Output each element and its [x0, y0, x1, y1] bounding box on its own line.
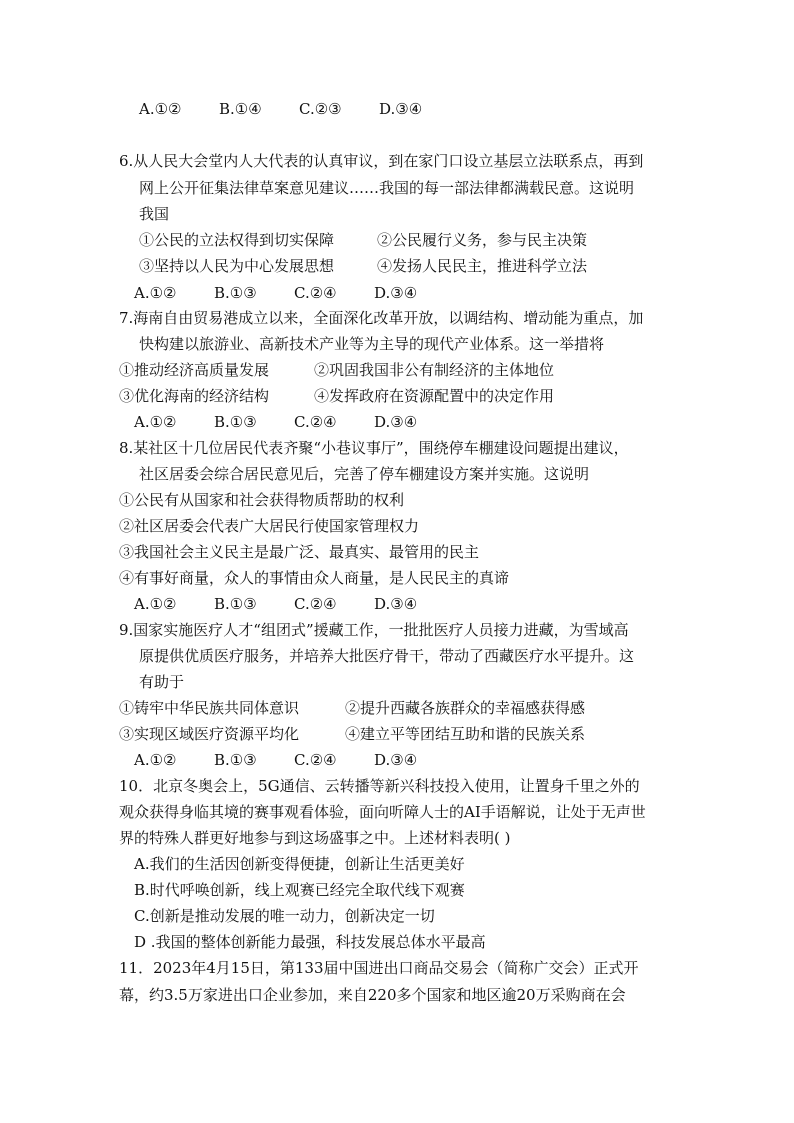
q7-stem-line-2: 快构建以旅游业、高新技术产业等为主导的现代产业体系。这一举措将	[139, 335, 605, 353]
q6-item-4: ④发扬人民民主，推进科学立法	[377, 257, 588, 275]
q6-item-3: ③坚持以人民为中心发展思想	[139, 257, 335, 275]
option-d: D.③④	[379, 100, 423, 118]
q9-item-1: ①铸牢中华民族共同体意识	[119, 699, 300, 717]
q9-item-4: ④建立平等团结互助和谐的民族关系	[345, 725, 586, 743]
option-a: A.①②	[139, 100, 182, 118]
q8-item-1: ①公民有从国家和社会获得物质帮助的权利	[119, 491, 405, 509]
q6-stem-line-2: 网上公开征集法律草案意见建议……我国的每一部法律都满载民意。这说明	[139, 179, 635, 197]
option-d: D.③④	[374, 595, 418, 613]
q9-stem-line-3: 有助于	[139, 673, 185, 691]
q7-item-2: ②巩固我国非公有制经济的主体地位	[314, 361, 555, 379]
q9-item-3: ③实现区域医疗资源平均化	[119, 725, 300, 743]
option-b: B.①③	[214, 751, 257, 769]
q11-stem-line-1: 11．2023年4月15日，第133届中国进出口商品交易会（简称广交会）正式开	[119, 959, 639, 977]
option-b: B.①③	[214, 284, 257, 302]
option-d: D.③④	[374, 284, 418, 302]
option-a: A.①②	[134, 595, 177, 613]
q7-item-1: ①推动经济高质量发展	[119, 361, 270, 379]
option-b: B.①③	[214, 413, 257, 431]
option-c: C.②④	[294, 413, 337, 431]
q6-options	[134, 283, 417, 303]
q8-item-3: ③我国社会主义民主是最广泛、最真实、最管用的民主	[119, 543, 480, 561]
q9-stem-line-2: 原提供优质医疗服务，并培养大批医疗骨干，带动了西藏医疗水平提升。这	[139, 647, 635, 665]
q10-choice-d: D .我国的整体创新能力最强，科技发展总体水平最高	[134, 933, 486, 951]
option-c: C.②④	[294, 595, 337, 613]
q6-stem-line-1: 6.从人民大会堂内人大代表的认真审议，到在家门口设立基层立法联系点，再到	[119, 152, 644, 170]
q10-choice-c: C.创新是推动发展的唯一动力，创新决定一切	[134, 907, 435, 925]
option-d: D.③④	[374, 751, 418, 769]
option-c: C.②④	[294, 751, 337, 769]
q6-stem-line-3: 我国	[139, 205, 170, 223]
option-b: B.①④	[219, 100, 262, 118]
q10-stem-line-2: 观众获得身临其境的赛事观看体验，面向听障人士的AI手语解说，让处于无声世	[119, 803, 646, 821]
option-b: B.①③	[214, 595, 257, 613]
q10-choice-b: B.时代呼唤创新，线上观赛已经完全取代线下观赛	[134, 881, 465, 899]
q7-stem-line-1: 7.海南自由贸易港成立以来，全面深化改革开放，以调结构、增动能为重点，加	[119, 309, 644, 327]
q8-options	[134, 594, 417, 614]
q10-choice-a: A.我们的生活因创新变得便捷，创新让生活更美好	[134, 855, 465, 873]
option-a: A.①②	[134, 413, 177, 431]
prev-options	[139, 99, 422, 119]
q9-item-2: ②提升西藏各族群众的幸福感获得感	[345, 699, 586, 717]
q7-options	[134, 412, 417, 432]
option-c: C.②③	[299, 100, 342, 118]
q11-stem-line-2: 幕，约3.5万家进出口企业参加，来自220多个国家和地区逾20万采购商在会	[119, 986, 626, 1004]
q6-item-1: ①公民的立法权得到切实保障	[139, 231, 335, 249]
option-a: A.①②	[134, 751, 177, 769]
option-c: C.②④	[294, 284, 337, 302]
q9-options	[134, 750, 417, 770]
q10-stem-line-3: 界的特殊人群更好地参与到这场盛事之中。上述材料表明( )	[119, 829, 511, 847]
option-d: D.③④	[374, 413, 418, 431]
q8-item-2: ②社区居委会代表广大居民行使国家管理权力	[119, 517, 420, 535]
q7-item-3: ③优化海南的经济结构	[119, 387, 270, 405]
q8-stem-line-1: 8.某社区十几位居民代表齐聚“小巷议事厅”，围绕停车棚建设问题提出建议，	[119, 439, 629, 457]
q6-item-2: ②公民履行义务，参与民主决策	[377, 231, 588, 249]
q10-stem-line-1: 10．北京冬奥会上，5G通信、云转播等新兴科技投入使用，让置身千里之外的	[119, 777, 640, 795]
q8-item-4: ④有事好商量，众人的事情由众人商量，是人民民主的真谛	[119, 569, 510, 587]
option-a: A.①②	[134, 284, 177, 302]
q8-stem-line-2: 社区居委会综合居民意见后，完善了停车棚建设方案并实施。这说明	[139, 465, 590, 483]
q9-stem-line-1: 9.国家实施医疗人才“组团式”援藏工作，一批批医疗人员接力进藏，为雪域高	[119, 621, 629, 639]
q7-item-4: ④发挥政府在资源配置中的决定作用	[314, 387, 555, 405]
